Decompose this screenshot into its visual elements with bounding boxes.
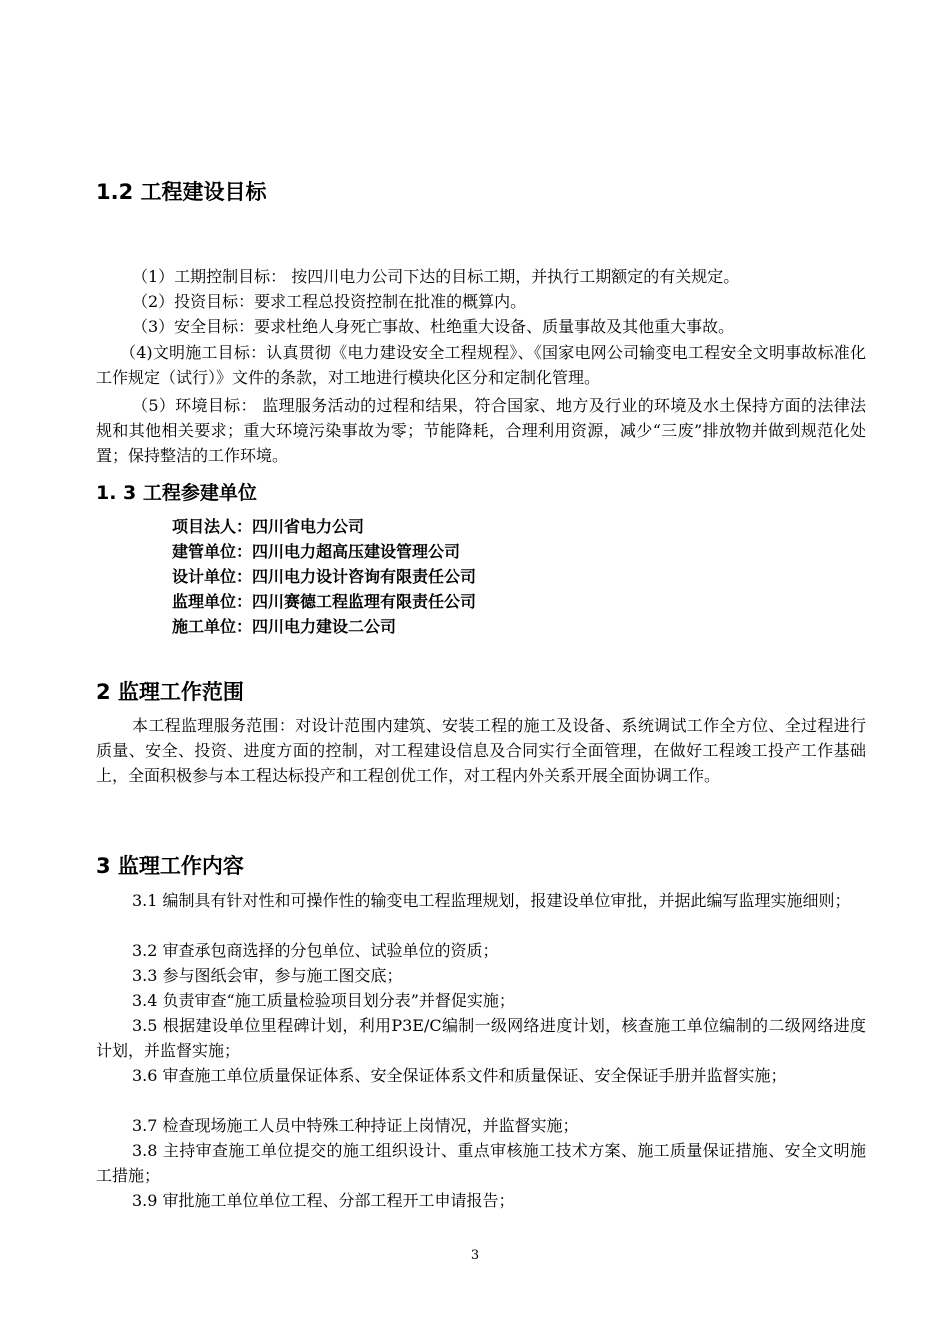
goal-item-1: （1）工期控制目标： 按四川电力公司下达的目标工期，并执行工期额定的有关规定。 <box>132 267 740 286</box>
unit-construction <box>172 614 476 639</box>
unit-name: 四川省电力公司 <box>252 517 365 536</box>
goal-item-4: （4)文明施工目标：认真贯彻《电力建设安全工程规程》、《国家电网公司输变电工程安全文明事故标准化工作规定（试行）》文件的条款，对工地进行模块化区分和定制化管理。 <box>96 343 866 387</box>
unit-role: 项目法人： <box>172 517 253 536</box>
heading-section-2: 2 监理工作范围 <box>96 680 244 704</box>
content-item-3-5: 3.5 根据建设单位里程碑计划，利用P3E/C编制一级网络进度计划，核查施工单位编制的二级网络进度计划，并监督实施； <box>96 1016 866 1060</box>
unit-project-owner <box>172 514 476 539</box>
unit-name: 四川电力超高压建设管理公司 <box>252 542 461 561</box>
goal-item-5: （5）环境目标： 监理服务活动的过程和结果，符合国家、地方及行业的环境及水土保持方面的法律法规和其他相关要求；重大环境污染事故为零；节能降耗，合理利用资源，减少“三废”排放物并做到规范化处置；保持整洁的工作环境。 <box>96 396 866 465</box>
unit-name: 四川赛德工程监理有限责任公司 <box>252 592 477 611</box>
heading-1-2: 1.2 工程建设目标 <box>96 180 267 204</box>
scope-paragraph: 本工程监理服务范围：对设计范围内建筑、安装工程的施工及设备、系统调试工作全方位、全过程进行质量、安全、投资、进度方面的控制，对工程建设信息及合同实行全面管理，在做好工程竣工投产工作基础上，全面积极参与本工程达标投产和工程创优工作，对工程内外关系开展全面协调工作。 <box>96 716 866 785</box>
content-item-3-3: 3.3 参与图纸会审，参与施工图交底； <box>132 966 403 985</box>
content-item-3-2: 3.2 审查承包商选择的分包单位、试验单位的资质； <box>132 941 499 960</box>
content-item-3-1: 3.1 编制具有针对性和可操作性的输变电工程监理规划，报建设单位审批，并据此编写监理实施细则； <box>132 891 851 910</box>
goal-item-2: （2）投资目标：要求工程总投资控制在批准的概算内。 <box>132 292 527 311</box>
unit-role: 监理单位： <box>172 592 253 611</box>
content-item-3-9: 3.9 审批施工单位单位工程、分部工程开工申请报告； <box>132 1191 515 1210</box>
unit-name: 四川电力建设二公司 <box>252 617 397 636</box>
unit-supervision <box>172 589 476 614</box>
content-item-3-6: 3.6 审查施工单位质量保证体系、安全保证体系文件和质量保证、安全保证手册并监督实施； <box>132 1066 787 1085</box>
participant-unit-list <box>172 514 476 639</box>
unit-design <box>172 564 476 589</box>
unit-role: 建管单位： <box>172 542 253 561</box>
unit-name: 四川电力设计咨询有限责任公司 <box>252 567 477 586</box>
heading-section-3: 3 监理工作内容 <box>96 854 244 878</box>
heading-1-3: 1. 3 工程参建单位 <box>96 482 257 504</box>
page-number: 3 <box>470 1248 480 1263</box>
unit-construction-management <box>172 539 476 564</box>
unit-role: 施工单位： <box>172 617 253 636</box>
content-item-3-8: 3.8 主持审查施工单位提交的施工组织设计、重点审核施工技术方案、施工质量保证措施、安全文明施工措施； <box>96 1141 866 1185</box>
content-item-3-4: 3.4 负责审查“施工质量检验项目划分表”并督促实施； <box>132 991 515 1010</box>
unit-role: 设计单位： <box>172 567 253 586</box>
goal-item-3: （3）安全目标：要求杜绝人身死亡事故、杜绝重大设备、质量事故及其他重大事故。 <box>132 317 735 336</box>
content-item-3-7: 3.7 检查现场施工人员中特殊工种持证上岗情况，并监督实施； <box>132 1116 579 1135</box>
